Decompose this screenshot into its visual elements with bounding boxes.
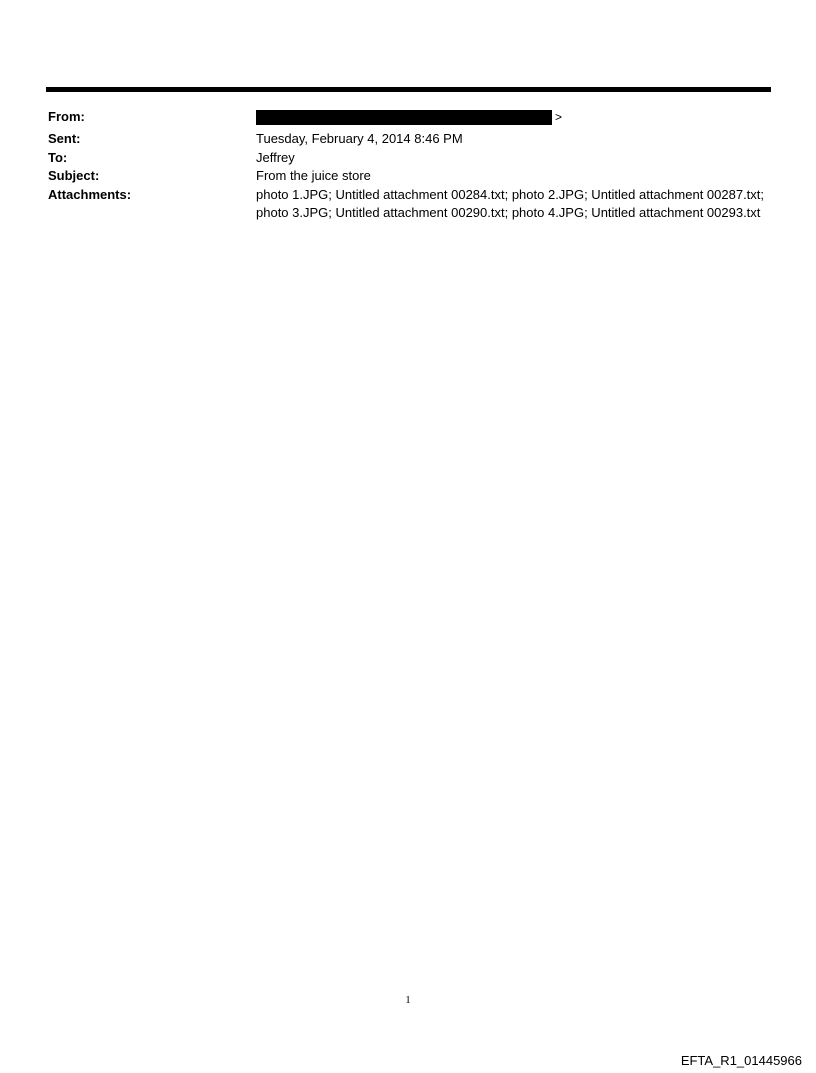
email-header [48,108,768,223]
attachments-row [48,186,768,223]
to-row [48,149,768,168]
sent-row [48,130,768,149]
attachments-value: photo 1.JPG; Untitled attachment 00284.txt; photo 2.JPG; Untitled attachment 00287.txt; photo 3.JPG; Untitled attachment 00290.txt; photo 4.JPG; Untitled attachment 00293.txt [256,186,765,221]
sent-label: Sent: [48,131,81,147]
header-divider [46,87,771,92]
from-label: From: [48,109,85,124]
redaction-block [256,110,552,125]
subject-label: Subject: [48,168,100,184]
page-number: 1 [405,994,411,1006]
from-suffix: > [555,110,563,124]
to-value: Jeffrey [256,149,295,165]
subject-value: From the juice store [256,168,371,184]
document-id: EFTA_R1_01445966 [680,1053,802,1068]
subject-row [48,167,768,186]
attachments-label: Attachments: [48,186,132,202]
sent-value: Tuesday, February 4, 2014 8:46 PM [256,131,463,147]
from-row [48,108,768,130]
from-value [256,108,768,130]
to-label: To: [48,149,68,165]
